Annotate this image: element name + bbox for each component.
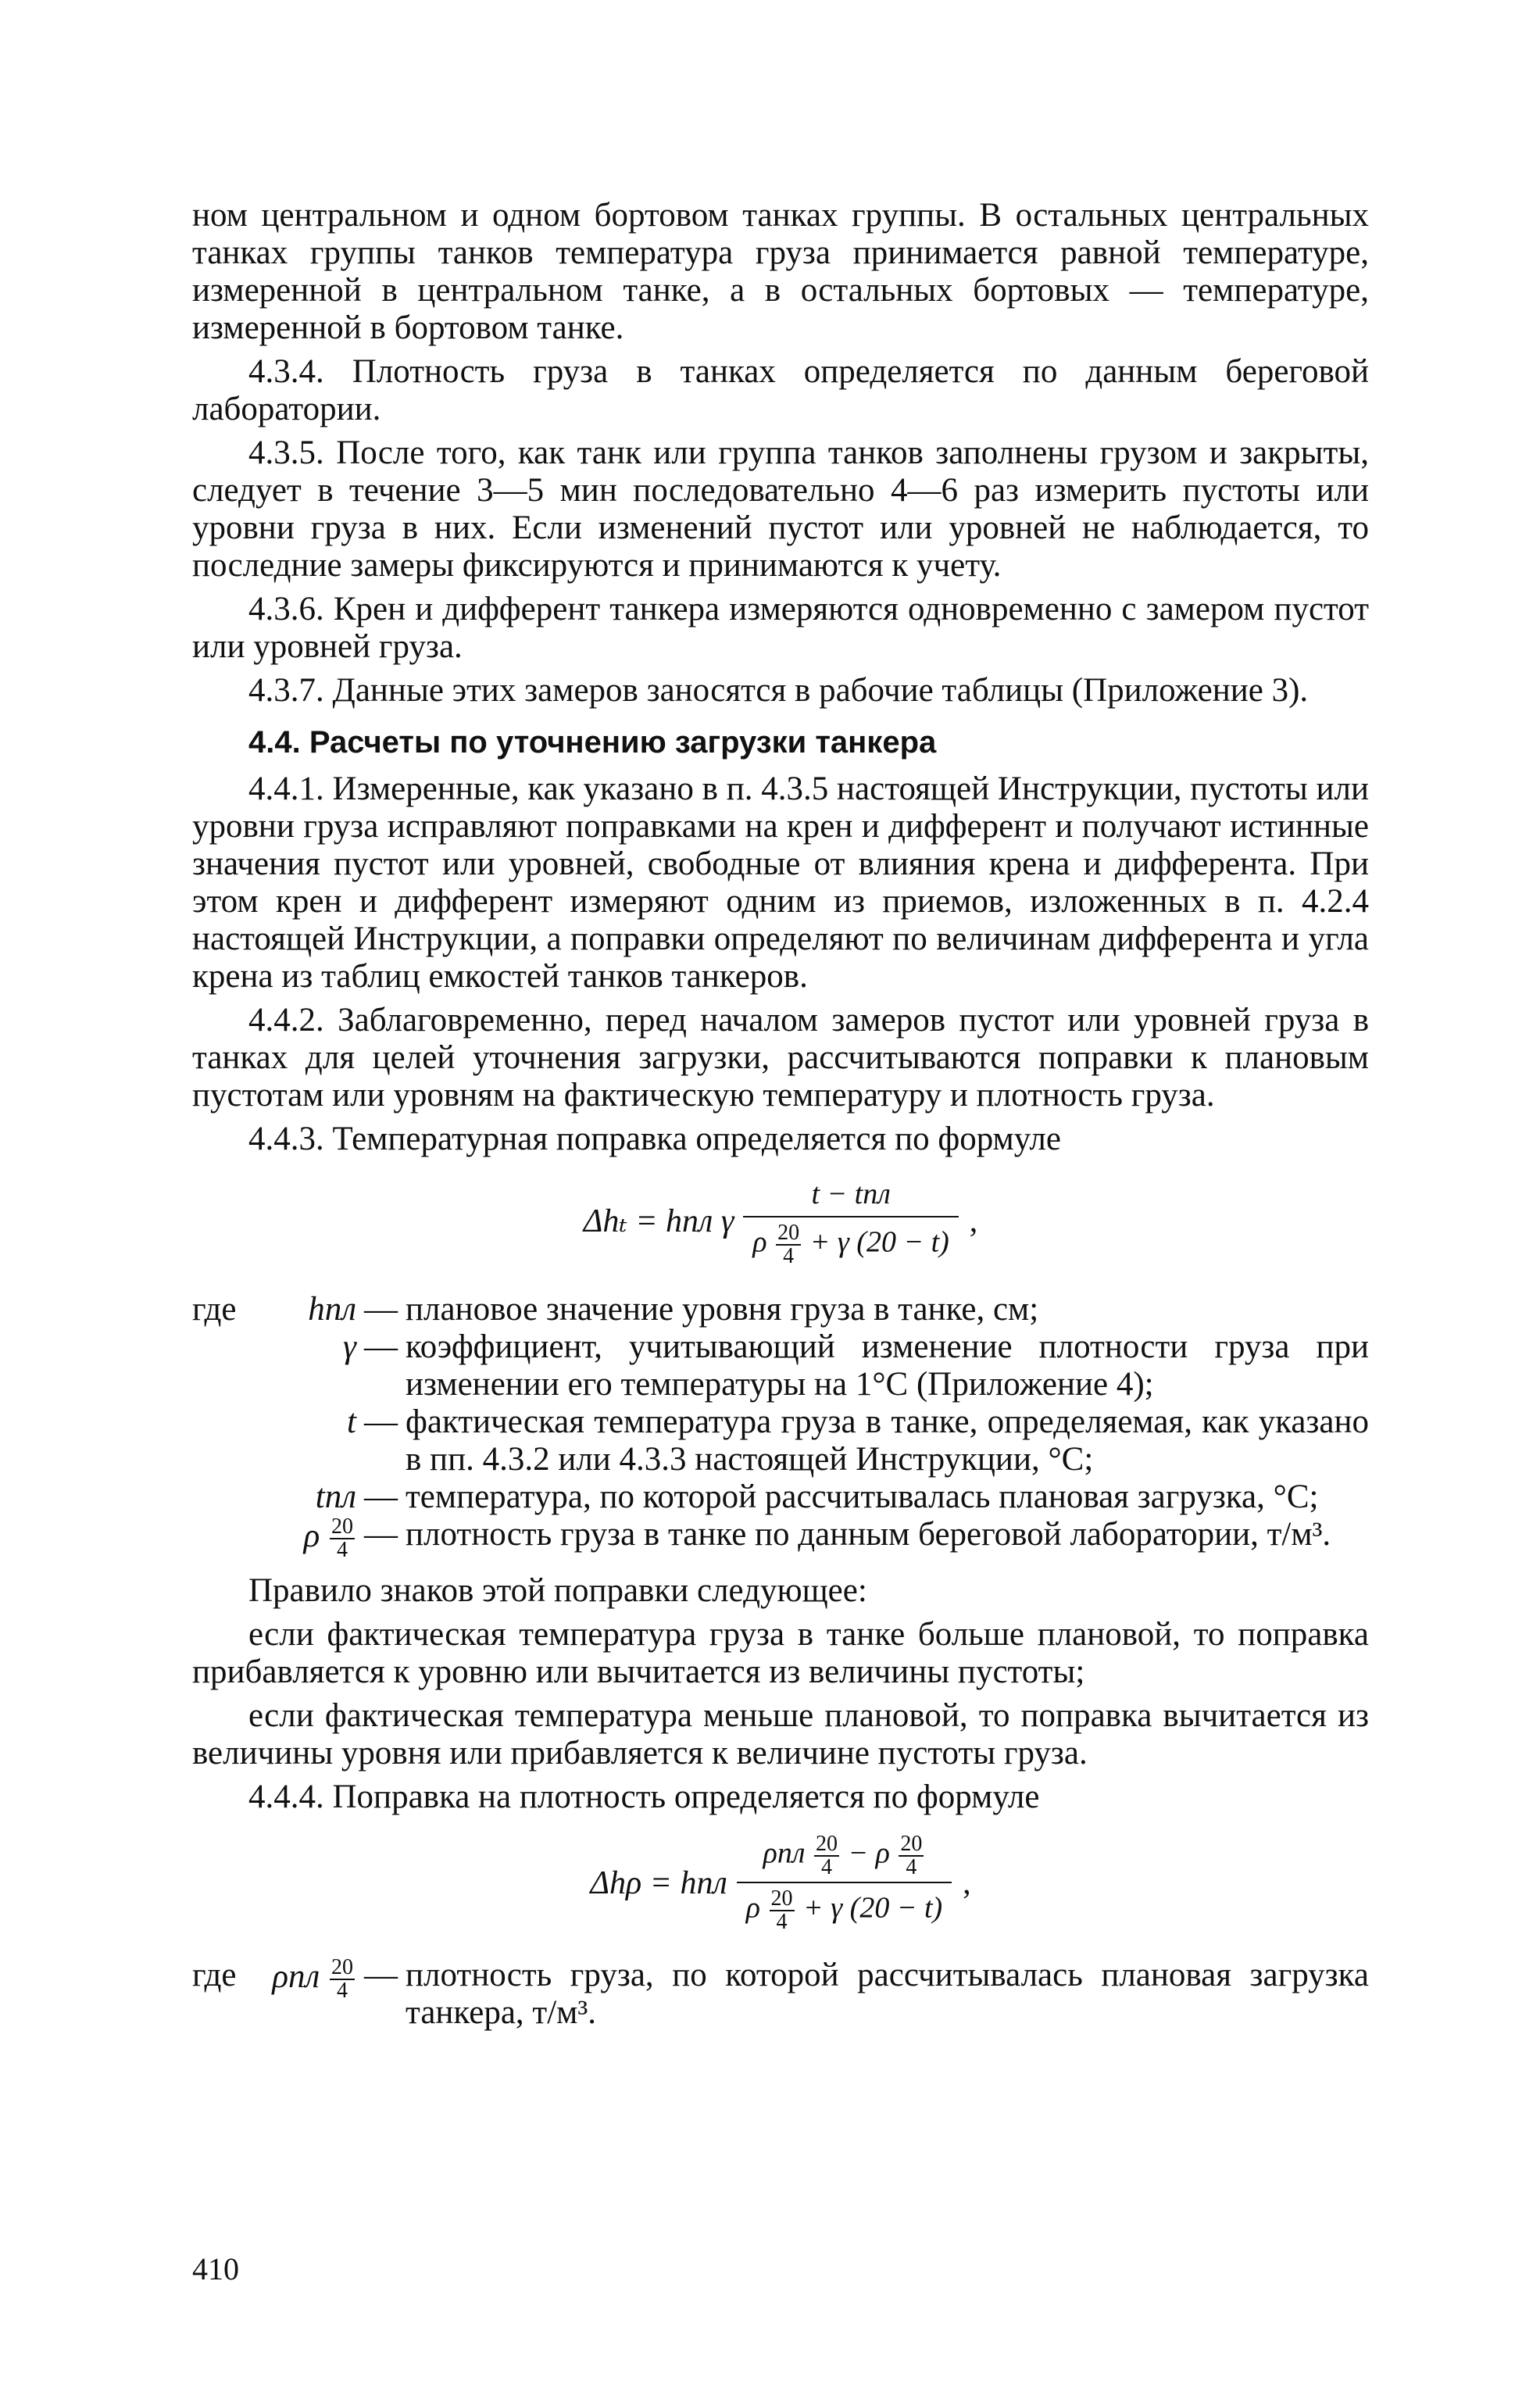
where-word: где <box>192 1291 237 1328</box>
density-index-fraction <box>776 1222 801 1267</box>
index-bottom: 4 <box>783 1244 795 1268</box>
paragraph-4-3-5: 4.3.5. После того, как танк или группа танков заполнены грузом и закрыты, следует в течение 3—5 мин последовательно 4—6 раз измерить пустоты или уровни груза в них. Если изменений пустот или уровней не наблюдается, то последние замеры фиксируются и принимаются к учету. <box>192 434 1369 584</box>
formula-denominator <box>743 1216 958 1267</box>
section-heading-4-4: 4.4. Расчеты по уточнению загрузки танкера <box>248 725 937 760</box>
sign-rule-greater: если фактическая температура груза в танке больше плановой, то поправка прибавляется к уровню или вычитается из величины пустоты; <box>192 1616 1369 1690</box>
temperature-correction-formula <box>192 1175 1369 1267</box>
density-correction-formula <box>192 1833 1369 1933</box>
density-index-fraction: $\frac{20}{4}$ <box>331 1955 353 2003</box>
density-index-fraction: $\frac{20}{4}$ <box>900 1832 923 1879</box>
definition-symbol: t <box>347 1403 356 1440</box>
formula-lhs: Δhₜ = hпл γ <box>583 1203 734 1239</box>
definition-row <box>192 1478 1369 1516</box>
formula-definitions <box>192 1291 1369 1561</box>
formula-fraction <box>737 1833 952 1933</box>
formula-numerator: ρпл $\frac{20}{4}$ − ρ $\frac{20}{4}$ <box>763 1832 923 1879</box>
density-index-fraction: $\frac{20}{4}$ <box>770 1886 793 1934</box>
definition-symbol: γ <box>343 1328 356 1365</box>
definition-text: плановое значение уровня груза в танке, см; <box>406 1291 1039 1328</box>
formula-denominator: ρ $\frac{20}{4}$ + γ (20 − t) <box>737 1882 952 1933</box>
paragraph-4-4-3: 4.4.3. Температурная поправка определяется по формуле <box>248 1121 1061 1157</box>
where-word: где <box>192 1957 237 1993</box>
page-number: 410 <box>192 2251 239 2286</box>
formula-comma: , <box>963 1865 971 1901</box>
paragraph-4-4-1: 4.4.1. Измеренные, как указано в п. 4.3.5 настоящей Инструкции, пустоты или уровни груза исправляют поправками на крен и дифферент и получают истинные значения пустот или уровней, свободные от влияния крена и дифферента. При этом крен и дифферент измеряют одним из приемов, изложенных в п. 4.2.4 настоящей Инструкции, а поправки определяют по величинам дифферента и угла крена из таблиц емкостей танков танкеров. <box>192 770 1369 995</box>
paragraph-4-3-7: 4.3.7. Данные этих замеров заносятся в рабочие таблицы (Приложение 3). <box>248 672 1309 709</box>
paragraph-4-3-4: 4.3.4. Плотность груза в танках определяется по данным береговой лаборатории. <box>192 353 1369 427</box>
formula-fraction <box>743 1175 958 1267</box>
den-rho: ρ <box>752 1225 767 1259</box>
definition-dash: — <box>364 1516 398 1553</box>
page-body <box>192 197 1369 2043</box>
definition-symbol: ρ $\frac{20}{4}$ <box>303 1514 353 1562</box>
paragraph-4-4-4: 4.4.4. Поправка на плотность определяется по формуле <box>248 1779 1040 1815</box>
sign-rule-intro: Правило знаков этой поправки следующее: <box>248 1572 867 1609</box>
paragraph-4-3-6: 4.3.6. Крен и дифферент танкера измеряются одновременно с замером пустот или уровней груза. <box>192 591 1369 665</box>
definition-text: коэффициент, учитывающий изменение плотности груза при изменении его температуры на 1°С (Приложение 4); <box>406 1328 1369 1403</box>
definition-dash: — <box>364 1478 398 1515</box>
paragraph-continuation: ном центральном и одном бортовом танках группы. В остальных центральных танках группы танков температура груза принимается равной температуре, измеренной в центральном танке, а в остальных бортовых — температуре, измеренной в бортовом танке. <box>192 197 1369 346</box>
definition-row <box>192 1403 1369 1478</box>
definition-row <box>192 1957 1369 2032</box>
paragraph-4-4-2: 4.4.2. Заблаговременно, перед началом замеров пустот или уровней груза в танках для целей уточнения загрузки, рассчитываются поправки к плановым пустотам или уровням на фактическую температуру и плотность груза. <box>192 1002 1369 1114</box>
formula-numerator: t − tпл <box>811 1178 891 1210</box>
den-rest: + γ (20 − t) <box>809 1225 949 1259</box>
index-top: 20 <box>777 1221 800 1245</box>
sign-rule-less: если фактическая температура меньше плановой, то поправка вычитается из величины уровня или прибавляется к величине пустоты груза. <box>192 1697 1369 1772</box>
definition-dash: — <box>364 1291 398 1328</box>
formula-lhs: Δhρ = hпл <box>590 1865 727 1901</box>
definition-text: фактическая температура груза в танке, определяемая, как указано в пп. 4.3.2 или 4.3.3 настоящей Инструкции, °С; <box>406 1403 1369 1478</box>
definition-dash: — <box>364 1957 398 1993</box>
density-index-fraction: $\frac{20}{4}$ <box>815 1832 838 1879</box>
definition-row <box>192 1328 1369 1403</box>
definition-text: температура, по которой рассчитывалась плановая загрузка, °С; <box>406 1478 1319 1515</box>
definition-text: плотность груза в танке по данным береговой лаборатории, т/м³. <box>406 1516 1331 1553</box>
formula-definitions <box>192 1957 1369 2032</box>
definition-row <box>192 1516 1369 1561</box>
definition-symbol: где ρпл $\frac{20}{4}$ <box>192 1955 353 2003</box>
definition-text: плотность груза, по которой рассчитывалась плановая загрузка танкера, т/м³. <box>406 1957 1369 2031</box>
definition-dash: — <box>364 1403 398 1440</box>
density-index-fraction: $\frac{20}{4}$ <box>331 1514 353 1562</box>
definition-dash: — <box>364 1328 398 1365</box>
definition-row <box>192 1291 1369 1328</box>
definition-symbol: где hпл <box>192 1291 356 1328</box>
definition-symbol: tпл <box>315 1478 356 1515</box>
formula-comma: , <box>969 1203 978 1239</box>
